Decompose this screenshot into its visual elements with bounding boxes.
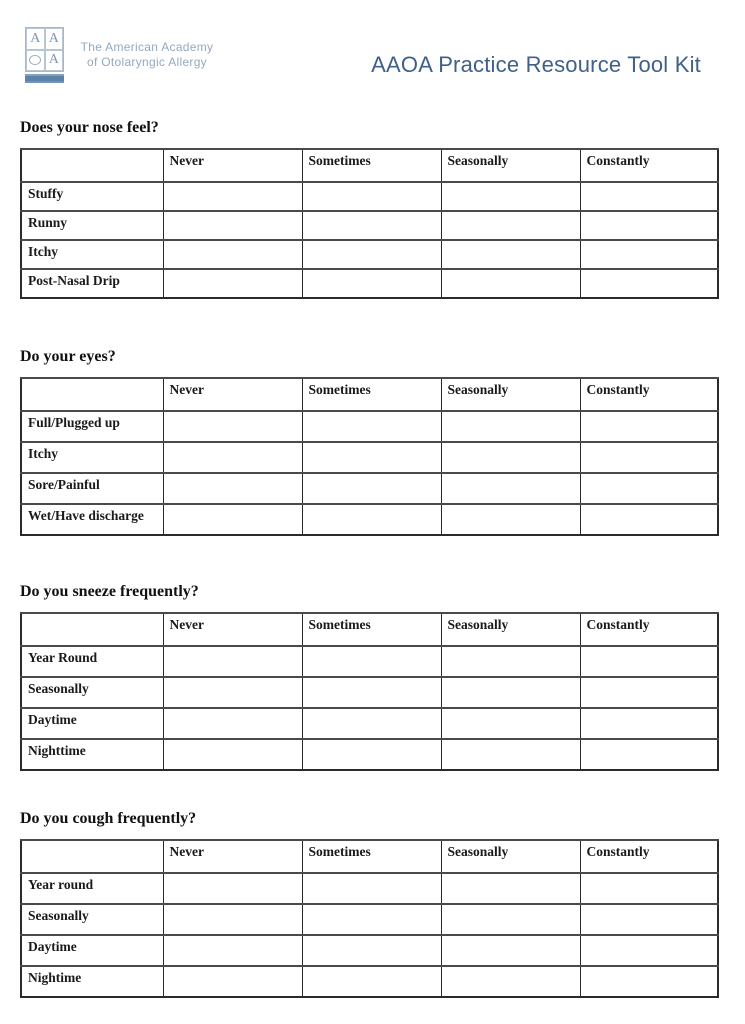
row-label: Itchy [21, 240, 163, 269]
answer-cell[interactable] [580, 966, 718, 997]
answer-cell[interactable] [302, 240, 441, 269]
answer-cell[interactable] [580, 182, 718, 211]
answer-cell[interactable] [163, 935, 302, 966]
answer-cell[interactable] [163, 269, 302, 298]
answer-cell[interactable] [163, 873, 302, 904]
row-label: Daytime [21, 708, 163, 739]
answer-cell[interactable] [441, 240, 580, 269]
row-label: Nightime [21, 966, 163, 997]
answer-cell[interactable] [163, 442, 302, 473]
column-header: Sometimes [302, 840, 441, 873]
table-row [21, 473, 718, 504]
answer-cell[interactable] [580, 442, 718, 473]
answer-cell[interactable] [441, 504, 580, 535]
column-header: Never [163, 840, 302, 873]
column-header: Sometimes [302, 613, 441, 646]
table-row [21, 739, 718, 770]
logo-tagline [72, 40, 222, 70]
answer-cell[interactable] [163, 708, 302, 739]
answer-cell[interactable] [441, 182, 580, 211]
corner-cell [21, 378, 163, 411]
table-row [21, 269, 718, 298]
table-row [21, 442, 718, 473]
table-row [21, 708, 718, 739]
answer-cell[interactable] [580, 473, 718, 504]
answer-cell[interactable] [441, 442, 580, 473]
answer-cell[interactable] [302, 966, 441, 997]
row-label: Nighttime [21, 739, 163, 770]
answer-cell[interactable] [163, 739, 302, 770]
question-table [20, 377, 719, 536]
logo-letter: A [45, 28, 64, 50]
question-section [20, 809, 717, 998]
question-section [20, 118, 717, 299]
answer-cell[interactable] [441, 646, 580, 677]
question-table [20, 148, 719, 299]
row-label: Full/Plugged up [21, 411, 163, 442]
row-label: Year round [21, 873, 163, 904]
row-label: Wet/Have discharge [21, 504, 163, 535]
row-label: Sore/Painful [21, 473, 163, 504]
table-row [21, 873, 718, 904]
answer-cell[interactable] [302, 677, 441, 708]
answer-cell[interactable] [302, 269, 441, 298]
logo-bar [25, 74, 64, 83]
tagline-line-1: The American Academy [80, 40, 214, 54]
answer-cell[interactable] [163, 966, 302, 997]
answer-cell[interactable] [302, 473, 441, 504]
answer-cell[interactable] [163, 240, 302, 269]
column-header: Constantly [580, 613, 718, 646]
header-row [21, 840, 718, 873]
answer-cell[interactable] [441, 935, 580, 966]
answer-cell[interactable] [163, 473, 302, 504]
answer-cell[interactable] [580, 240, 718, 269]
table-row [21, 240, 718, 269]
answer-cell[interactable] [441, 677, 580, 708]
answer-cell[interactable] [580, 935, 718, 966]
answer-cell[interactable] [302, 504, 441, 535]
column-header: Constantly [580, 378, 718, 411]
answer-cell[interactable] [580, 504, 718, 535]
row-label: Itchy [21, 442, 163, 473]
answer-cell[interactable] [580, 646, 718, 677]
answer-cell[interactable] [441, 966, 580, 997]
section-heading: Do you sneeze frequently? [20, 583, 199, 600]
table-row [21, 182, 718, 211]
question-section [20, 347, 717, 536]
answer-cell[interactable] [441, 904, 580, 935]
answer-cell[interactable] [163, 504, 302, 535]
answer-cell[interactable] [302, 411, 441, 442]
answer-cell[interactable] [163, 182, 302, 211]
answer-cell[interactable] [441, 708, 580, 739]
answer-cell[interactable] [302, 708, 441, 739]
row-label: Year Round [21, 646, 163, 677]
question-section [20, 582, 717, 771]
logo-letter: A [45, 50, 64, 72]
answer-cell[interactable] [302, 904, 441, 935]
answer-cell[interactable] [302, 211, 441, 240]
question-table [20, 612, 719, 771]
circle-icon [29, 55, 41, 65]
answer-cell[interactable] [580, 904, 718, 935]
header-row [21, 613, 718, 646]
section-heading: Do you cough frequently? [20, 810, 197, 827]
answer-cell[interactable] [302, 935, 441, 966]
answer-cell[interactable] [441, 739, 580, 770]
tagline-line-2: of Otolaryngic Allergy [87, 55, 207, 69]
row-label: Seasonally [21, 677, 163, 708]
section-heading: Do your eyes? [20, 348, 116, 365]
answer-cell[interactable] [163, 904, 302, 935]
answer-cell[interactable] [580, 873, 718, 904]
column-header: Sometimes [302, 378, 441, 411]
document-title: AAOA Practice Resource Tool Kit [371, 52, 701, 77]
logo-letter: A [26, 28, 45, 50]
column-header: Seasonally [441, 613, 580, 646]
section-heading: Does your nose feel? [20, 119, 159, 136]
row-label: Stuffy [21, 182, 163, 211]
answer-cell[interactable] [580, 211, 718, 240]
answer-cell[interactable] [580, 739, 718, 770]
row-label: Seasonally [21, 904, 163, 935]
column-header: Constantly [580, 149, 718, 182]
logo-circle-cell [26, 50, 45, 72]
row-label: Runny [21, 211, 163, 240]
column-header: Never [163, 613, 302, 646]
column-header: Constantly [580, 840, 718, 873]
row-label: Daytime [21, 935, 163, 966]
table-row [21, 211, 718, 240]
table-row [21, 935, 718, 966]
answer-cell[interactable] [441, 211, 580, 240]
column-header: Seasonally [441, 149, 580, 182]
answer-cell[interactable] [163, 646, 302, 677]
document-header [0, 0, 745, 118]
answer-cell[interactable] [580, 677, 718, 708]
answer-cell[interactable] [163, 211, 302, 240]
answer-cell[interactable] [163, 411, 302, 442]
answer-cell[interactable] [302, 182, 441, 211]
answer-cell[interactable] [441, 473, 580, 504]
table-row [21, 677, 718, 708]
answer-cell[interactable] [580, 708, 718, 739]
column-header: Seasonally [441, 378, 580, 411]
question-table [20, 839, 719, 998]
column-header: Seasonally [441, 840, 580, 873]
answer-cell[interactable] [302, 873, 441, 904]
column-header: Sometimes [302, 149, 441, 182]
answer-cell[interactable] [163, 677, 302, 708]
table-row [21, 646, 718, 677]
corner-cell [21, 149, 163, 182]
answer-cell[interactable] [580, 269, 718, 298]
header-row [21, 149, 718, 182]
answer-cell[interactable] [441, 269, 580, 298]
table-row [21, 411, 718, 442]
row-label: Post-Nasal Drip [21, 269, 163, 298]
corner-cell [21, 613, 163, 646]
answer-cell[interactable] [302, 739, 441, 770]
questionnaire-sections [20, 118, 717, 998]
table-row [21, 504, 718, 535]
column-header: Never [163, 378, 302, 411]
answer-cell[interactable] [302, 442, 441, 473]
column-header: Never [163, 149, 302, 182]
table-row [21, 904, 718, 935]
table-row [21, 966, 718, 997]
header-row [21, 378, 718, 411]
answer-cell[interactable] [441, 873, 580, 904]
answer-cell[interactable] [302, 646, 441, 677]
corner-cell [21, 840, 163, 873]
answer-cell[interactable] [580, 411, 718, 442]
answer-cell[interactable] [441, 411, 580, 442]
aaoa-logo-grid [25, 27, 64, 72]
aaoa-logo [25, 27, 64, 83]
